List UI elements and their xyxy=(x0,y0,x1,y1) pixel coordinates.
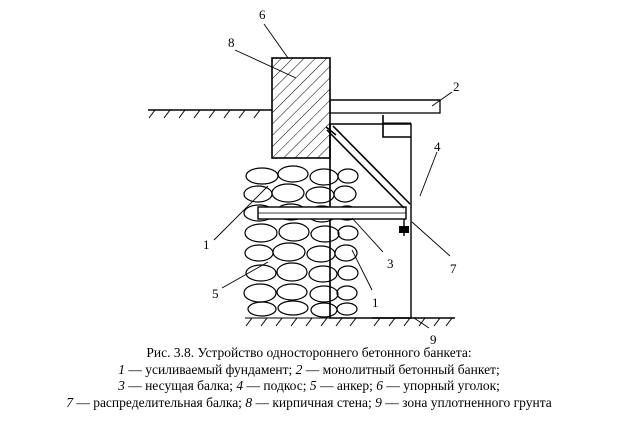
legend-text-3: — несущая балка; xyxy=(124,378,237,393)
callout-5: 5 xyxy=(212,286,219,301)
legend-num-2: 2 xyxy=(295,361,303,377)
legend-num-1: 1 xyxy=(118,361,126,377)
legend-text-8: — кирпичная стена; xyxy=(252,394,376,410)
legend-num-6: 6 xyxy=(376,378,383,393)
legend-text-7: — распределительная балка; xyxy=(72,394,246,410)
callout-1-bottom: 1 xyxy=(372,295,379,310)
ground-line-left xyxy=(148,110,272,118)
callout-7-right: 7 xyxy=(450,261,457,276)
legend-num-3: 3 xyxy=(118,378,125,393)
legend-num-8: 8 xyxy=(245,394,253,410)
legend-text-4: — подкос; xyxy=(243,378,310,393)
concrete-banket xyxy=(330,124,411,318)
caption-title: Рис. 3.8. Устройство одностороннего бетонного банкета: xyxy=(146,345,472,360)
legend-text-1: — усиливаемый фундамент; xyxy=(125,361,296,377)
caption-legend-line-2 xyxy=(0,378,618,395)
upper-horizontal-beam xyxy=(330,100,440,113)
callout-3: 3 xyxy=(387,256,394,271)
callout-6: 6 xyxy=(259,7,266,22)
caption-legend-line-3 xyxy=(0,395,618,412)
brick-wall xyxy=(272,58,330,158)
distribution-beam xyxy=(258,207,406,219)
legend-text-5: — анкер; xyxy=(316,378,377,393)
rubble-foundation xyxy=(244,165,360,326)
legend-num-7: 7 xyxy=(66,394,73,410)
stop-angle-bracket xyxy=(383,115,411,137)
legend-text-2: — монолитный бетонный банкет; xyxy=(302,361,500,377)
legend-text-6: — упорный уголок; xyxy=(382,378,500,393)
figure-caption xyxy=(0,345,618,411)
callout-2: 2 xyxy=(453,79,460,94)
legend-num-5: 5 xyxy=(309,378,317,393)
callout-8: 8 xyxy=(228,35,235,50)
leader-lines xyxy=(214,24,452,328)
callout-9: 9 xyxy=(430,332,437,347)
ground-line-right xyxy=(372,318,455,326)
caption-legend-line-1 xyxy=(0,362,618,379)
callout-4: 4 xyxy=(434,139,441,154)
callout-1-top: 1 xyxy=(203,237,210,252)
legend-num-4: 4 xyxy=(236,378,244,393)
legend-text-9: — зона уплотненного грунта xyxy=(381,394,552,410)
diagonal-strut xyxy=(327,126,410,208)
legend-num-9: 9 xyxy=(375,394,382,410)
